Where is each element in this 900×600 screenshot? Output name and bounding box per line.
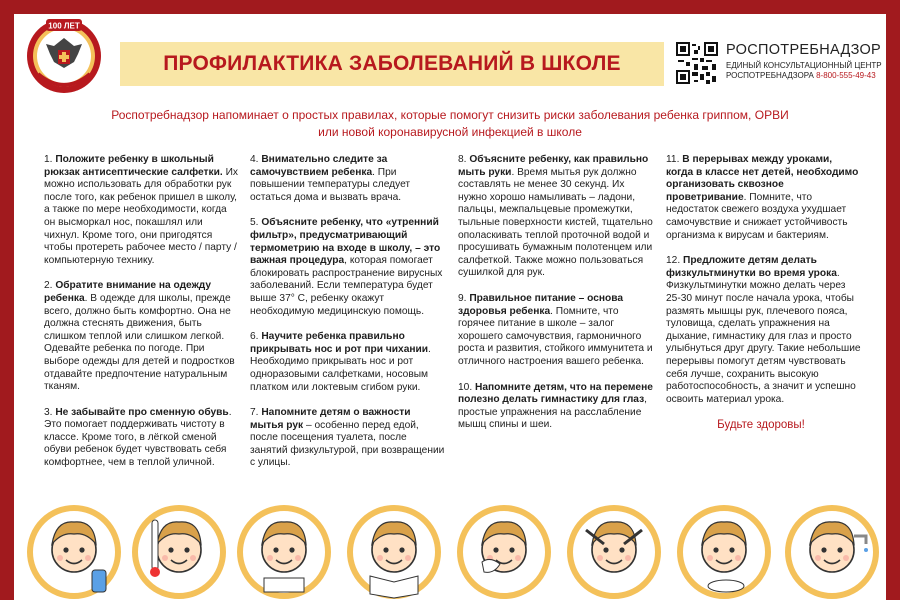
intro-line2: или новой коронавирусной инфекцией в школе [318,125,582,139]
kid-handwashing-icon [788,508,876,596]
kid-sneezing-icon [460,508,548,596]
qr-code-icon[interactable] [676,42,718,84]
tip-item: 1. Положите ребенку в школьный рюкзак антисептические салфетки. Их можно использовать для обработки рук после того, как ребенок пришел в школу, а также по мере необходимости, когда он высморкал нос, покашлял или чихнул. Кроме того, они пригодятся чтобы протереть рабочее место / парту / компьютерную технику. [44,154,238,266]
kid-reading-icon [350,508,438,598]
kid-backpack-icon [30,508,118,596]
tips-column-3 [458,154,654,445]
tip-item: 5. Объясните ребенку, что «утренний фильтр», предусматривающий термометрию на входе в школу, – это важная процедура, которая помогает блокировать распространение вирусных заболеваний. Если температура будет выше 37° С, ребенку окажут необходимую медицинскую помощь. [250,217,443,317]
tip-item: 10. Напомните детям, что на перемене полезно делать гимнастику для глаз, простые упражнения на расслабление мышц спины и шеи. [458,381,653,431]
tips-column-4 [666,154,862,432]
tip-item: 9. Правильное питание – основа здоровья ребенка. Помните, что горячее питание в школе – залог хорошего самочувствия, гармоничного роста и развития, стойкого иммунитета и отличного настроения вашего ребенка. [458,292,653,367]
kid-eating-icon [680,508,768,596]
page-title: ПРОФИЛАКТИКА ЗАБОЛЕВАНИЙ В ШКОЛЕ [163,52,621,75]
illustrations-strip [14,500,886,600]
kid-exercise-icon [570,508,658,596]
tip-item: 3. Не забывайте про сменную обувь. Это помогает поддерживать чистоту в классе. Кроме того, в лёгкой сменой обуви ребенок будет чувствовать себя комфортнее, чем в теплой уличной. [44,406,232,469]
tips-column-2 [250,154,446,483]
poster-sheet [14,14,886,600]
intro-text [74,107,826,141]
tip-item: 12. Предложите детям делать физкультминутки во время урока. Физкультминутки можно делать через 25-30 минут после начала урока, чтобы размять мышцы рук, плечевого пояса, туловища, сделать упражнения на дыхание, гимнастику для глаз и просто улыбнуться друг другу. Такие небольшие перерывы помогут детям чувствовать себя лучше, сохранить высокую работоспособность, а значит и успешно освоить материал урока. [666,255,861,405]
brand-name: РОСПОТРЕБНАДЗОР [726,42,882,58]
tip-item: 7. Напомните детям о важности мытья рук – особенно перед едой, после посещения туалета, после занятий физкультурой, при возвращении с улицы. [250,407,445,469]
brand-block [726,42,886,81]
kid-writing-icon [240,508,328,596]
kid-thermometer-icon [135,508,223,596]
rospotrebnadzor-emblem-icon [24,16,104,96]
brand-subtitle [726,61,886,81]
farewell-text: Будьте здоровы! [717,419,805,432]
intro-line1: Роспотребнадзор напоминает о простых правилах, которые помогут снизить риски заболевания ребенка гриппом, ОРВИ [111,108,789,122]
brand-sub-line1: ЕДИНЫЙ КОНСУЛЬТАЦИОННЫЙ ЦЕНТР [726,61,882,70]
brand-sub-line2: РОСПОТРЕБНАДЗОРА [726,71,814,80]
tip-item: 4. Внимательно следите за самочувствием ребенка. При повышении температуры следует остаться дома и вызвать врача. [250,154,411,203]
tip-item: 6. Научите ребенка правильно прикрывать нос и рот при чихании. Необходимо прикрывать нос и рот одноразовыми салфетками, носовым платком или локтевым сгибом руки. [250,331,431,393]
tips-column-1 [44,154,240,483]
tip-item: 8. Объясните ребенку, как правильно мыть руки. Время мытья рук должно составлять не менее 30 секунд. Их нужно хорошо намыливать – ладони, пальцы, межпальцевые промежутки, тыльные поверхности кистей, тщательно ополаскивать теплой проточной водой и просушивать бумажным полотенцем или салфеткой. Также можно пользоваться сушилкой для рук. [458,154,653,279]
title-band [120,42,664,86]
tip-item: 11. В перерывах между уроками, когда в классе нет детей, необходимо организовать сквозное проветривание. Помните, что недостаток свежего воздуха ухудшает самочувствие и снижает устойчивость организма к вирусам и бактериям. [666,154,859,241]
brand-phone[interactable]: 8-800-555-49-43 [816,71,876,80]
emblem-text: 100 ЛЕТ [48,21,80,31]
tip-item: 2. Обратите внимание на одежду ребенка. В одежде для школы, прежде всего, должно быть комфортно. Она не должна стеснять движения, быть слишком теплой или слишком легкой. Одевайте ребенка по погоде. При выборе одежды для детей и подростков отдавайте предпочтение натуральным тканям. [44,280,235,393]
